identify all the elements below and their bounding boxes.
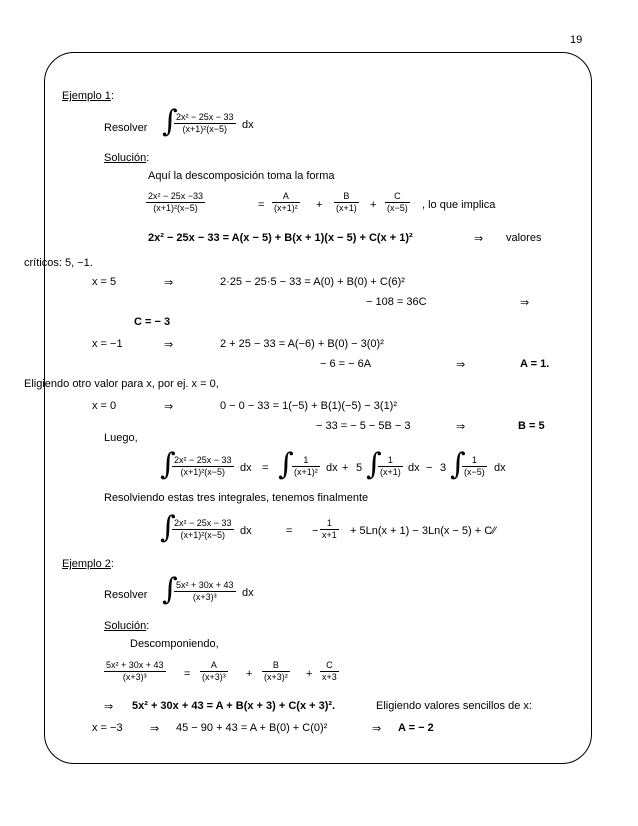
fraction-b: B (x+1): [336, 191, 357, 213]
main-equation: 2x² − 25x − 33 = A(x − 5) + B(x + 1)(x − 5) + C(x + 1)²: [148, 232, 413, 244]
integral-sign: ∫: [450, 447, 466, 482]
equals-sign: =: [184, 668, 191, 680]
solucion-label: Solución:: [104, 620, 150, 632]
example-2-heading: Ejemplo 2:: [62, 558, 114, 570]
integral-sign: ∫: [278, 447, 294, 482]
a-result: A = 1.: [520, 358, 550, 370]
minus-sign: −: [426, 462, 433, 474]
implies-arrow: ⇒: [104, 701, 114, 713]
intro-text: Aquí la descomposición toma la forma: [148, 170, 335, 182]
descomponiendo-text: Descomponiendo,: [130, 638, 219, 650]
integral-sign: ∫: [162, 104, 178, 139]
b-result: B = 5: [518, 420, 545, 432]
integral-sign: ∫: [160, 510, 176, 545]
x0-equation: 0 − 0 − 33 = 1(−5) + B(1)(−5) − 3(1)²: [220, 400, 398, 412]
criticos-text: críticos: 5, −1.: [24, 257, 93, 269]
plus-sign: +: [316, 199, 323, 211]
x5-equation: 2·25 − 25·5 − 33 = A(0) + B(0) + C(6)²: [220, 276, 405, 288]
implies-arrow: ⇒: [164, 277, 174, 289]
page-number: 19: [570, 34, 583, 46]
equals-sign: =: [258, 199, 265, 211]
main-equation-2: 5x² + 30x + 43 = A + B(x + 3) + C(x + 3)².: [132, 700, 336, 712]
luego-text: Luego,: [104, 432, 138, 444]
xm1-equation: 2 + 25 − 33 = A(−6) + B(0) − 3(0)²: [220, 338, 384, 350]
example-1-heading: Ejemplo 1:: [62, 90, 114, 102]
equals-sign: =: [286, 525, 293, 537]
valores-text: valores: [506, 232, 542, 244]
plus-sign: +: [342, 462, 349, 474]
eligiendo-text: Eligiendo otro valor para x, por ej. x = 0,: [24, 378, 219, 390]
equals-sign: =: [262, 462, 269, 474]
fraction-1-over-xp1: 1 (x+1): [380, 455, 401, 477]
dx: dx: [408, 462, 420, 474]
coef-5: 5: [356, 462, 363, 474]
dx: dx: [242, 587, 254, 599]
dx: dx: [494, 462, 506, 474]
integrand-fraction-2: 5x² + 30x + 43 (x+3)³: [176, 580, 234, 602]
resolviendo-text: Resolviendo estas tres integrales, tenemos finalmente: [104, 492, 369, 504]
c-result: C = − 3: [134, 316, 171, 328]
solucion-label: Solución:: [104, 152, 150, 164]
x-equals-5: x = 5: [92, 276, 117, 288]
implies-arrow: ⇒: [520, 297, 530, 309]
a-result-2: A = − 2: [398, 722, 434, 734]
x-equals-minus-3: x = −3: [92, 722, 123, 734]
lhs-fraction: 2x² − 25x −33 (x+1)²(x−5): [148, 191, 204, 213]
final-result-rest: + 5Ln(x + 1) − 3Ln(x − 5) + C⁄⁄: [350, 525, 496, 537]
coef-3: 3: [440, 462, 447, 474]
xm1-equation-2: − 6 = − 6A: [320, 358, 372, 370]
dx: dx: [242, 119, 254, 131]
lhs-fraction-2: 5x² + 30x + 43 (x+3)³: [106, 660, 164, 682]
dx: dx: [240, 525, 252, 537]
implies-arrow: ⇒: [456, 421, 466, 433]
xm3-equation: 45 − 90 + 43 = A + B(0) + C(0)²: [176, 722, 328, 734]
x5-equation-2: − 108 = 36C: [366, 296, 427, 308]
implies-arrow: ⇒: [456, 359, 466, 371]
plus-sign: +: [246, 668, 253, 680]
fraction-c: C (x−5): [387, 191, 408, 213]
x-equals-minus-1: x = −1: [92, 338, 123, 350]
minus-sign: −: [312, 525, 319, 537]
plus-sign: +: [370, 199, 377, 211]
implies-arrow: ⇒: [164, 339, 174, 351]
x0-equation-2: − 33 = − 5 − 5B − 3: [316, 420, 411, 432]
integrand-fraction: 2x² − 25x − 33 (x+1)²(x−5): [174, 455, 232, 477]
fraction-c-2: C x+3: [322, 660, 337, 682]
resolver-label: Resolver: [104, 122, 148, 134]
fraction-1-over-xp1-result: 1 x+1: [322, 518, 337, 540]
fraction-1-over-xm5: 1 (x−5): [464, 455, 485, 477]
fraction-1-over-xp1sq: 1 (x+1)²: [294, 455, 318, 477]
implies-text: , lo que implica: [422, 199, 496, 211]
fraction-a: A (x+1)²: [274, 191, 298, 213]
implies-arrow: ⇒: [474, 233, 484, 245]
integral-sign: ∫: [160, 447, 176, 482]
integral-sign: ∫: [162, 572, 178, 607]
x-equals-0: x = 0: [92, 400, 117, 412]
dx: dx: [240, 462, 252, 474]
integrand-fraction: 2x² − 25x − 33 (x+1)²(x−5): [174, 518, 232, 540]
implies-arrow: ⇒: [372, 723, 382, 735]
eligiendo-text-2: Eligiendo valores sencillos de x:: [376, 700, 532, 712]
fraction-b-2: B (x+3)²: [264, 660, 288, 682]
dx: dx: [326, 462, 338, 474]
fraction-a-2: A (x+3)³: [202, 660, 226, 682]
implies-arrow: ⇒: [164, 401, 174, 413]
implies-arrow: ⇒: [150, 723, 160, 735]
resolver-label: Resolver: [104, 589, 148, 601]
integrand-fraction: 2x² − 25x − 33 (x+1)²(x−5): [176, 112, 234, 134]
integral-sign: ∫: [366, 447, 382, 482]
plus-sign: +: [306, 668, 313, 680]
